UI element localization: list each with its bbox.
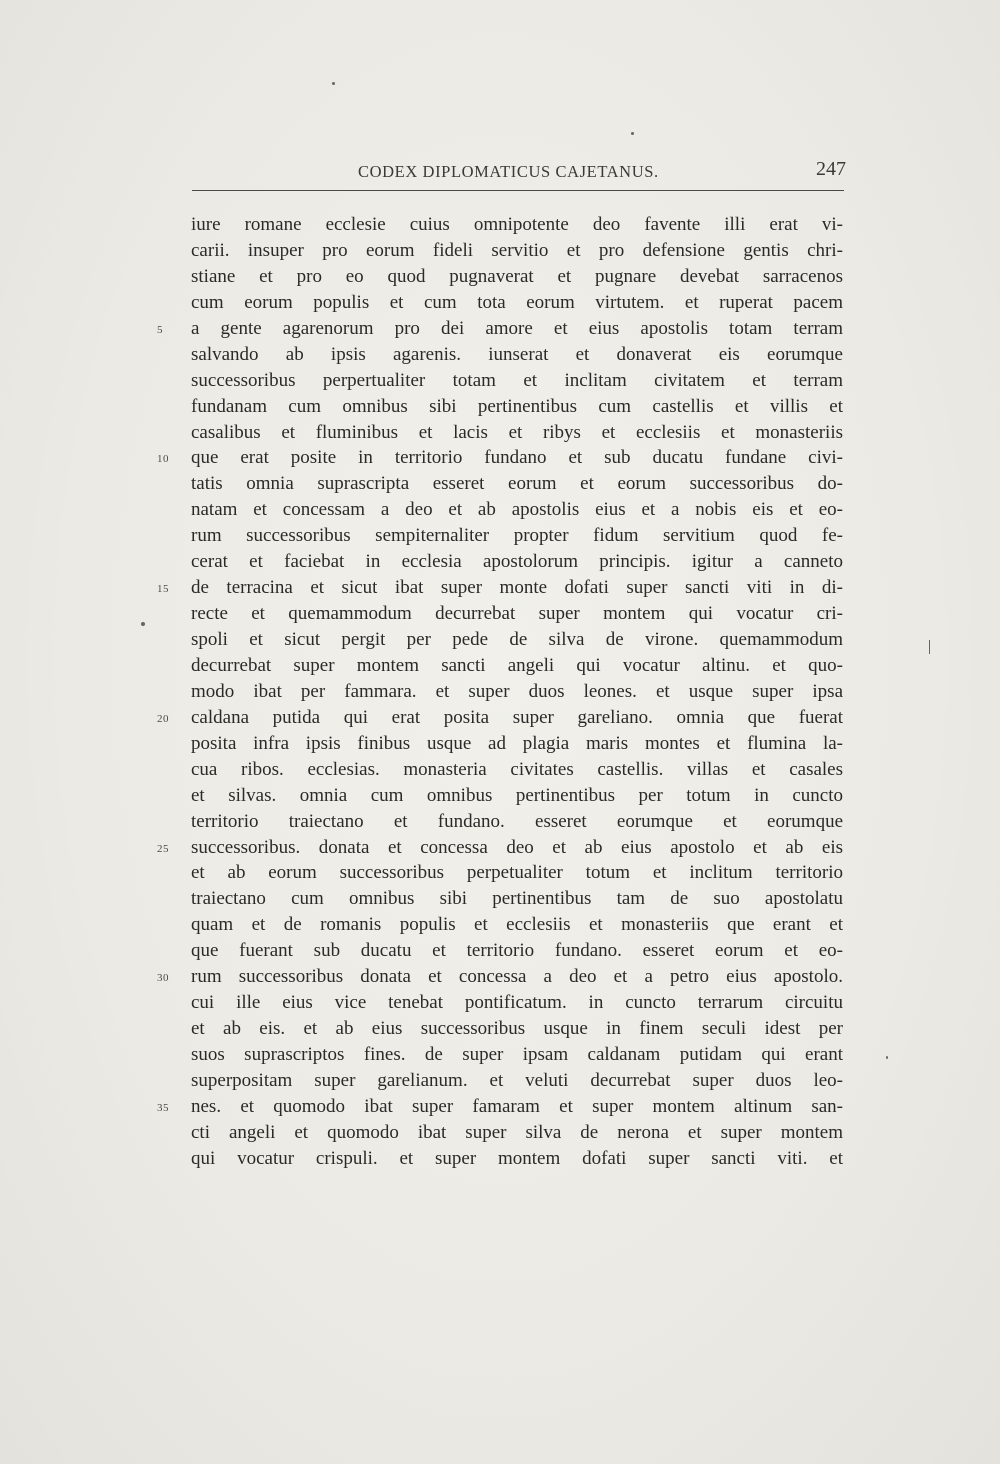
text-line: [191, 394, 843, 420]
line-text: successoribus perpertualiter totam et inclitam civitatem et terram: [191, 369, 843, 391]
text-line: [157, 705, 843, 731]
text-line: [191, 860, 843, 886]
line-text: recte et quemammodum decurrebat super montem qui vocatur cri-: [191, 603, 843, 625]
text-line: [191, 1068, 843, 1094]
line-text: cti angeli et quomodo ibat super silva de nerona et super montem: [191, 1121, 843, 1143]
text-line: [191, 653, 843, 679]
text-line: [191, 342, 843, 368]
text-line: [191, 497, 843, 523]
line-number: 5: [157, 323, 163, 336]
text-line: [191, 1146, 843, 1172]
text-line: [191, 1042, 843, 1068]
line-text: iure romane ecclesie cuius omnipotente deo favente illi erat vi-: [191, 214, 843, 235]
text-line: [191, 212, 843, 238]
text-line: [157, 316, 843, 342]
line-text: rum successoribus donata et concessa a deo et a petro eius apostolo.: [191, 966, 843, 988]
line-text: superpositam super garelianum. et veluti decurrebat super duos leo-: [191, 1069, 843, 1091]
text-line: [191, 523, 843, 549]
scan-speck: [141, 622, 145, 626]
line-text: et silvas. omnia cum omnibus pertinentibus per totum in cuncto: [191, 784, 843, 806]
running-head-title: CODEX DIPLOMATICUS CAJETANUS.: [358, 162, 659, 181]
text-line: [157, 964, 843, 990]
text-line: [191, 471, 843, 497]
line-text: a gente agarenorum pro dei amore et eius apostolis totam terram: [191, 317, 843, 339]
line-text: successoribus. donata et concessa deo et ab eius apostolo et ab eis: [191, 836, 843, 858]
line-text: que erat posite in territorio fundano et sub ducatu fundane civi-: [191, 447, 843, 469]
line-number: 35: [157, 1101, 169, 1114]
line-text: fundanam cum omnibus sibi pertinentibus cum castellis et villis et: [191, 395, 843, 417]
line-number: 20: [157, 712, 169, 725]
text-line: [191, 549, 843, 575]
text-line: [191, 238, 843, 264]
text-line: [191, 627, 843, 653]
line-text: rum successoribus sempiternaliter propter fidum servitium quod fe-: [191, 525, 843, 547]
line-number: 30: [157, 972, 169, 985]
line-text: carii. insuper pro eorum fideli servitio et pro defensione gentis chri-: [191, 239, 843, 261]
line-text: spoli et sicut pergit per pede de silva de virone. quemammodum: [191, 629, 843, 650]
line-text: natam et concessam a deo et ab apostolis eius et a nobis eis et eo-: [191, 499, 843, 521]
line-text: salvando ab ipsis agarenis. iunserat et donaverat eis eorumque: [191, 343, 843, 365]
scan-speck: [886, 1056, 888, 1059]
line-text: quam et de romanis populis et ecclesiis et monasteriis que erant et: [191, 914, 843, 936]
line-number: 15: [157, 583, 169, 596]
line-text: qui vocatur crispuli. et super montem dofati super sancti viti. et: [191, 1147, 843, 1169]
text-line: [191, 912, 843, 938]
line-text: de terracina et sicut ibat super monte dofati super sancti viti in di-: [191, 577, 843, 599]
line-text: traiectano cum omnibus sibi pertinentibus tam de suo apostolatu: [191, 888, 843, 910]
scan-speck: [929, 640, 930, 654]
text-line: [157, 575, 843, 601]
body-text: [157, 212, 843, 1172]
line-number: 10: [157, 453, 169, 466]
text-line: [191, 1120, 843, 1146]
text-line: [191, 809, 843, 835]
text-line: [191, 938, 843, 964]
line-text: et ab eorum successoribus perpetualiter totum et inclitum territorio: [191, 862, 843, 884]
text-line: [157, 835, 843, 861]
text-line: [191, 290, 843, 316]
line-text: tatis omnia suprascripta esseret eorum et eorum successoribus do-: [191, 473, 843, 495]
line-text: cua ribos. ecclesias. monasteria civitates castellis. villas et casales: [191, 758, 843, 780]
text-line: [191, 679, 843, 705]
line-text: cum eorum populis et cum tota eorum virtutem. et ruperat pacem: [191, 291, 843, 313]
text-line: [191, 1016, 843, 1042]
text-line: [191, 990, 843, 1016]
line-text: cerat et faciebat in ecclesia apostolorum principis. igitur a canneto: [191, 551, 843, 573]
header-rule: [192, 190, 844, 191]
text-line: [191, 368, 843, 394]
running-head: [190, 160, 850, 186]
line-text: decurrebat super montem sancti angeli qui vocatur altinu. et quo-: [191, 654, 843, 676]
line-text: cui ille eius vice tenebat pontificatum. in cuncto terrarum circuitu: [191, 992, 843, 1014]
line-number: 25: [157, 842, 169, 855]
line-text: suos suprascriptos fines. de super ipsam caldanam putidam qui erant: [191, 1044, 843, 1065]
line-text: modo ibat per fammara. et super duos leones. et usque super ipsa: [191, 680, 843, 702]
text-line: [191, 757, 843, 783]
text-line: [191, 264, 843, 290]
text-line: [191, 601, 843, 627]
line-text: que fuerant sub ducatu et territorio fundano. esseret eorum et eo-: [191, 940, 843, 962]
line-text: stiane et pro eo quod pugnaverat et pugnare devebat sarracenos: [191, 265, 843, 287]
line-text: caldana putida qui erat posita super gareliano. omnia que fuerat: [191, 706, 843, 728]
line-text: et ab eis. et ab eius successoribus usque in finem seculi idest per: [191, 1018, 843, 1040]
page-number: 247: [816, 158, 846, 180]
text-line: [191, 886, 843, 912]
line-text: casalibus et fluminibus et lacis et ribys et ecclesiis et monasteriis: [191, 421, 843, 443]
text-line: [157, 445, 843, 471]
scan-speck: [332, 82, 335, 85]
text-line: [191, 731, 843, 757]
text-line: [157, 1094, 843, 1120]
text-line: [191, 783, 843, 809]
line-text: territorio traiectano et fundano. esseret eorumque et eorumque: [191, 810, 843, 832]
line-text: posita infra ipsis finibus usque ad plagia maris montes et flumina la-: [191, 732, 843, 754]
scan-speck: [631, 132, 634, 135]
text-line: [191, 420, 843, 446]
line-text: nes. et quomodo ibat super famaram et super montem altinum san-: [191, 1095, 843, 1117]
